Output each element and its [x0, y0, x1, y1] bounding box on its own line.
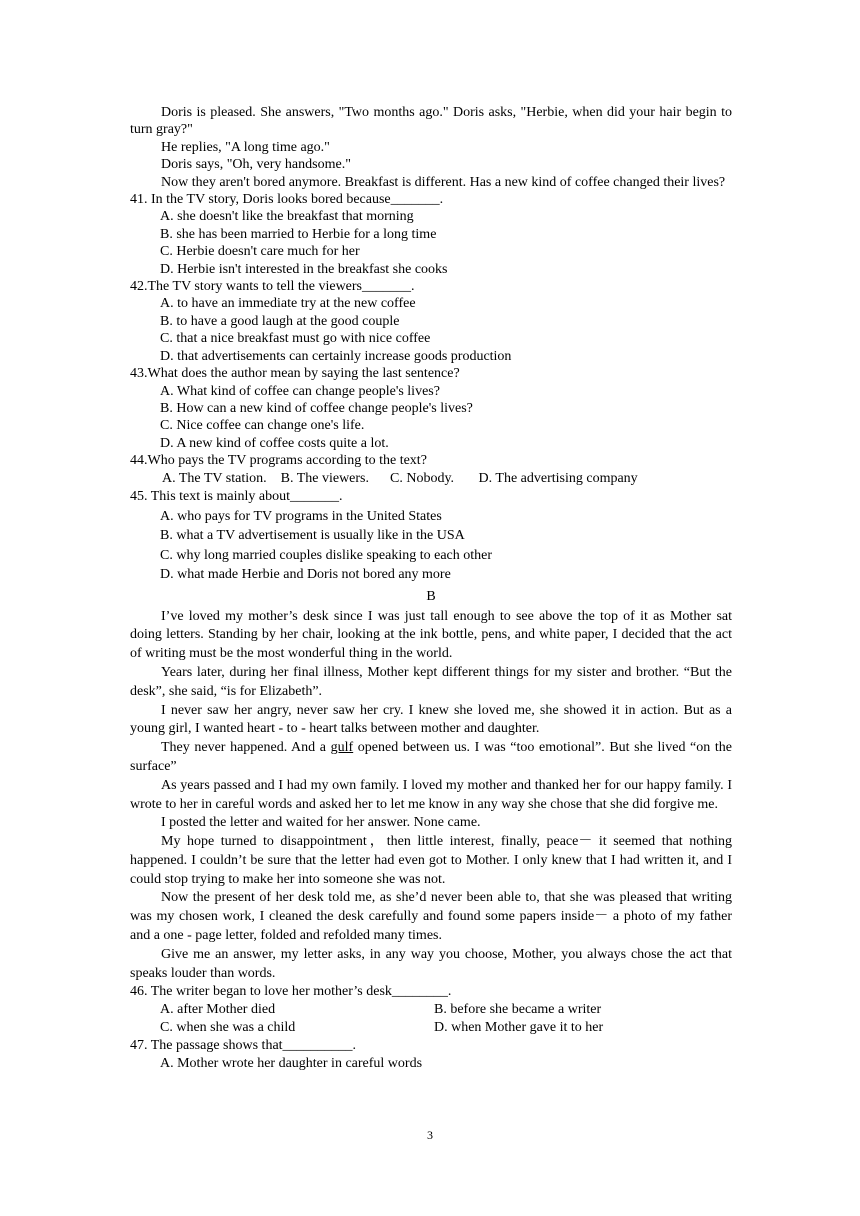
paragraph: My hope turned to disappointment，then little interest, finally, peace－ it seemed that nothing happened. I couldn’t be sure that the letter had even got to Mother. I only knew that I had written it, and I could stop trying to make her into someone she was not.: [130, 834, 732, 887]
options-grid: [160, 1001, 732, 1037]
text-run: opened between us. I was “too emotional”. But she lived “on the surface”: [130, 740, 732, 774]
option: D. A new kind of coffee costs quite a lot.: [160, 435, 389, 451]
question-45: 45. This text is mainly about_______.: [130, 489, 343, 505]
paragraph: I never saw her angry, never saw her cry. I knew she loved me, she showed it in action. But as a young girl, I wanted heart - to - heart talks between mother and daughter.: [130, 702, 732, 737]
question-46: 46. The writer began to love her mother’s desk________.: [130, 984, 452, 1000]
paragraph: [130, 739, 732, 777]
paragraph: Now they aren't bored anymore. Breakfast is different. Has a new kind of coffee changed their lives?: [161, 174, 726, 190]
option: D. when Mother gave it to her: [434, 1020, 604, 1036]
option: D. Herbie isn't interested in the breakfast she cooks: [160, 261, 448, 277]
option: B. she has been married to Herbie for a long time: [160, 226, 437, 242]
paragraph: I’ve loved my mother’s desk since I was just tall enough to see above the top of it as Mother sat doing letters. Standing by her chair, looking at the ink bottle, pens, and white paper, I decided that the act of writing must be the most wonderful thing in the world.: [130, 608, 732, 662]
option: A. who pays for TV programs in the United States: [160, 508, 442, 524]
question-44: 44.Who pays the TV programs according to the text?: [130, 453, 427, 469]
option: C. why long married couples dislike speaking to each other: [160, 547, 493, 563]
paragraph: I posted the letter and waited for her answer. None came.: [161, 815, 481, 831]
option: D. that advertisements can certainly increase goods production: [160, 348, 512, 364]
paragraph: Years later, during her final illness, Mother kept different things for my sister and brother. “But the desk”, she said, “is for Elizabeth”.: [130, 664, 732, 699]
paragraph: Now the present of her desk told me, as she’d never been able to, that she was pleased that writing was my chosen work, I cleaned the desk carefully and found some papers inside－ a photo of my father and a one - page letter, folded and refolded many times.: [130, 890, 732, 944]
option: B. what a TV advertisement is usually like in the USA: [160, 528, 465, 544]
option: B. How can a new kind of coffee change people's lives?: [160, 400, 473, 416]
underlined-word: gulf: [330, 740, 354, 756]
paragraph: Doris is pleased. She answers, "Two months ago." Doris asks, "Herbie, when did your hair begin to turn gray?": [130, 105, 732, 138]
paragraph: As years passed and I had my own family. I loved my mother and thanked her for our happy family. I wrote to her in careful words and asked her to let me know in any way she chose that she did forgive me.: [130, 777, 732, 812]
option-row: A. The TV station. B. The viewers. C. Nobody. D. The advertising company: [162, 470, 638, 486]
option: B. to have a good laugh at the good couple: [160, 313, 400, 329]
question-42: 42.The TV story wants to tell the viewers_______.: [130, 279, 415, 295]
option: A. after Mother died: [160, 1002, 276, 1018]
section-heading: B: [426, 588, 436, 604]
option: C. that a nice breakfast must go with nice coffee: [160, 331, 431, 347]
option: A. Mother wrote her daughter in careful words: [160, 1056, 423, 1072]
option: C. Nice coffee can change one's life.: [160, 418, 365, 434]
option: A. she doesn't like the breakfast that morning: [160, 209, 414, 225]
paragraph: Doris says, "Oh, very handsome.": [161, 157, 351, 173]
option: A. to have an immediate try at the new coffee: [160, 296, 416, 312]
paragraph: He replies, "A long time ago.": [161, 139, 330, 155]
option: D. what made Herbie and Doris not bored any more: [160, 567, 451, 583]
option: C. when she was a child: [160, 1020, 296, 1036]
question-43: 43.What does the author mean by saying the last sentence?: [130, 366, 460, 382]
question-41: 41. In the TV story, Doris looks bored because_______.: [130, 192, 444, 208]
paragraph: Give me an answer, my letter asks, in any way you choose, Mother, you always chose the act that speaks louder than words.: [130, 946, 732, 981]
text-run: They never happened. And a: [161, 740, 331, 756]
option: A. What kind of coffee can change people's lives?: [160, 383, 440, 399]
option: C. Herbie doesn't care much for her: [160, 244, 360, 260]
question-47: 47. The passage shows that__________.: [130, 1038, 357, 1054]
option: B. before she became a writer: [434, 1002, 602, 1018]
document-page: [130, 104, 732, 1073]
page-number: 3: [427, 1128, 433, 1142]
